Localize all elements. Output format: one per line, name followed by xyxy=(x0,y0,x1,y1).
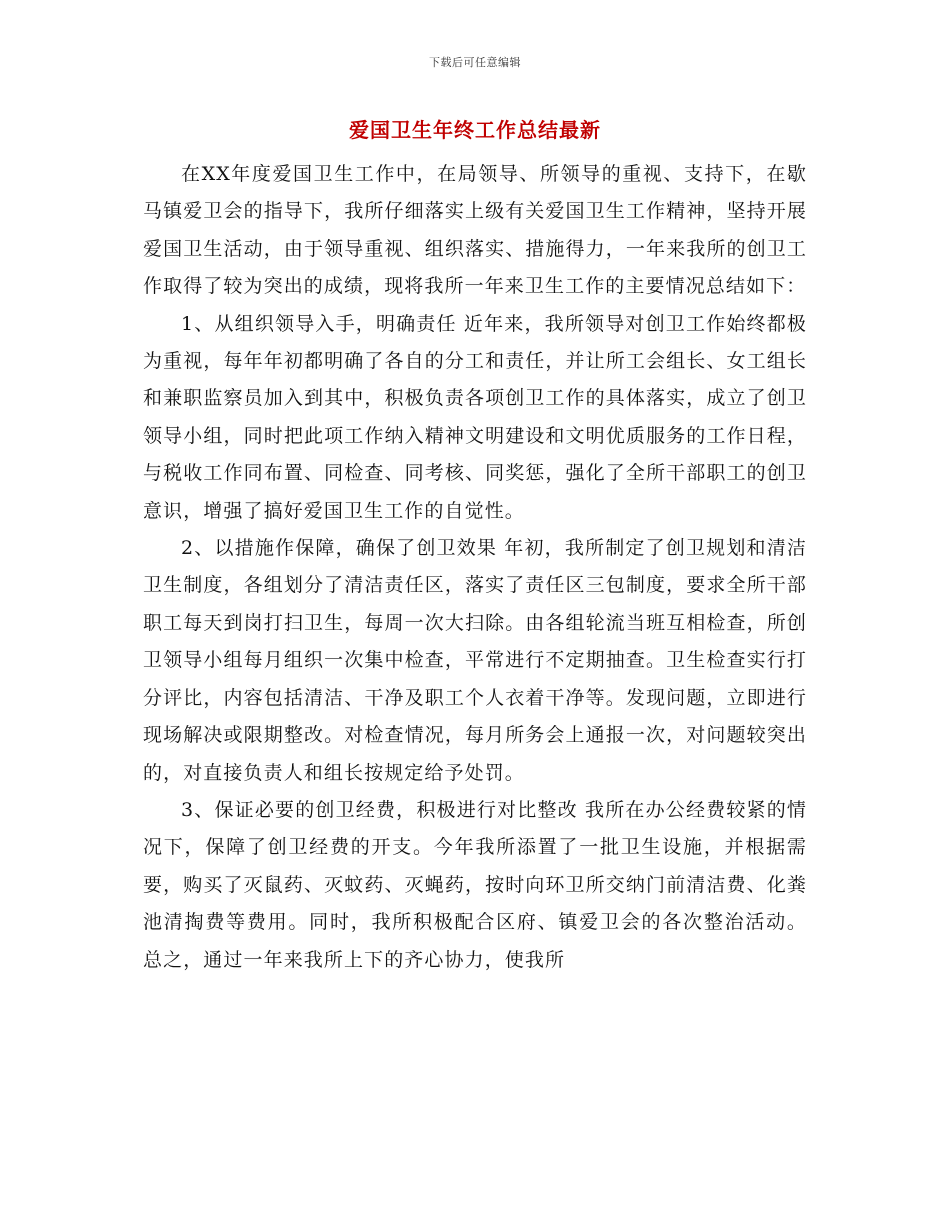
intro-paragraph: 在XX年度爱国卫生工作中，在局领导、所领导的重视、支持下，在歇马镇爱卫会的指导下，我所仔细落实上级有关爱国卫生工作精神，坚持开展爱国卫生活动，由于领导重视、组织落实、措施得力，一年来我所的创卫工作取得了较为突出的成绩，现将我所一年来卫生工作的主要情况总结如下： xyxy=(143,163,807,298)
section-1-paragraph: 1、从组织领导入手，明确责任 近年来，我所领导对创卫工作始终都极为重视，每年年初都明确了各自的分工和责任，并让所工会组长、女工组长和兼职监察员加入到其中，积极负责各项创卫工作的具体落实，成立了创卫领导小组，同时把此项工作纳入精神文明建设和文明优质服务的工作日程，与税收工作同布置、同检查、同考核、同奖惩，强化了全所干部职工的创卫意识，增强了搞好爱国卫生工作的自觉性。 xyxy=(143,312,807,522)
document-body xyxy=(143,156,807,979)
section-3-paragraph: 3、保证必要的创卫经费，积极进行对比整改 我所在办公经费较紧的情况下，保障了创卫经费的开支。今年我所添置了一批卫生设施，并根据需要，购买了灭鼠药、灭蚊药、灭蝇药，按时向环卫所交纳门前清洁费、化粪池清掏费等费用。同时，我所积极配合区府、镇爱卫会的各次整治活动。 总之，通过一年来我所上下的齐心协力，使我所 xyxy=(143,798,807,971)
page-header-note: 下载后可任意编辑 xyxy=(429,56,521,69)
document-title: 爱国卫生年终工作总结最新 xyxy=(349,118,601,142)
section-2-paragraph: 2、以措施作保障，确保了创卫效果 年初，我所制定了创卫规划和清洁卫生制度，各组划分了清洁责任区，落实了责任区三包制度，要求全所干部职工每天到岗打扫卫生，每周一次大扫除。由各组轮流当班互相检查，所创卫领导小组每月组织一次集中检查，平常进行不定期抽查。卫生检查实行打分评比，内容包括清洁、干净及职工个人衣着干净等。发现问题，立即进行现场解决或限期整改。对检查情况，每月所务会上通报一次，对问题较突出的，对直接负责人和组长按规定给予处罚。 xyxy=(143,537,807,784)
